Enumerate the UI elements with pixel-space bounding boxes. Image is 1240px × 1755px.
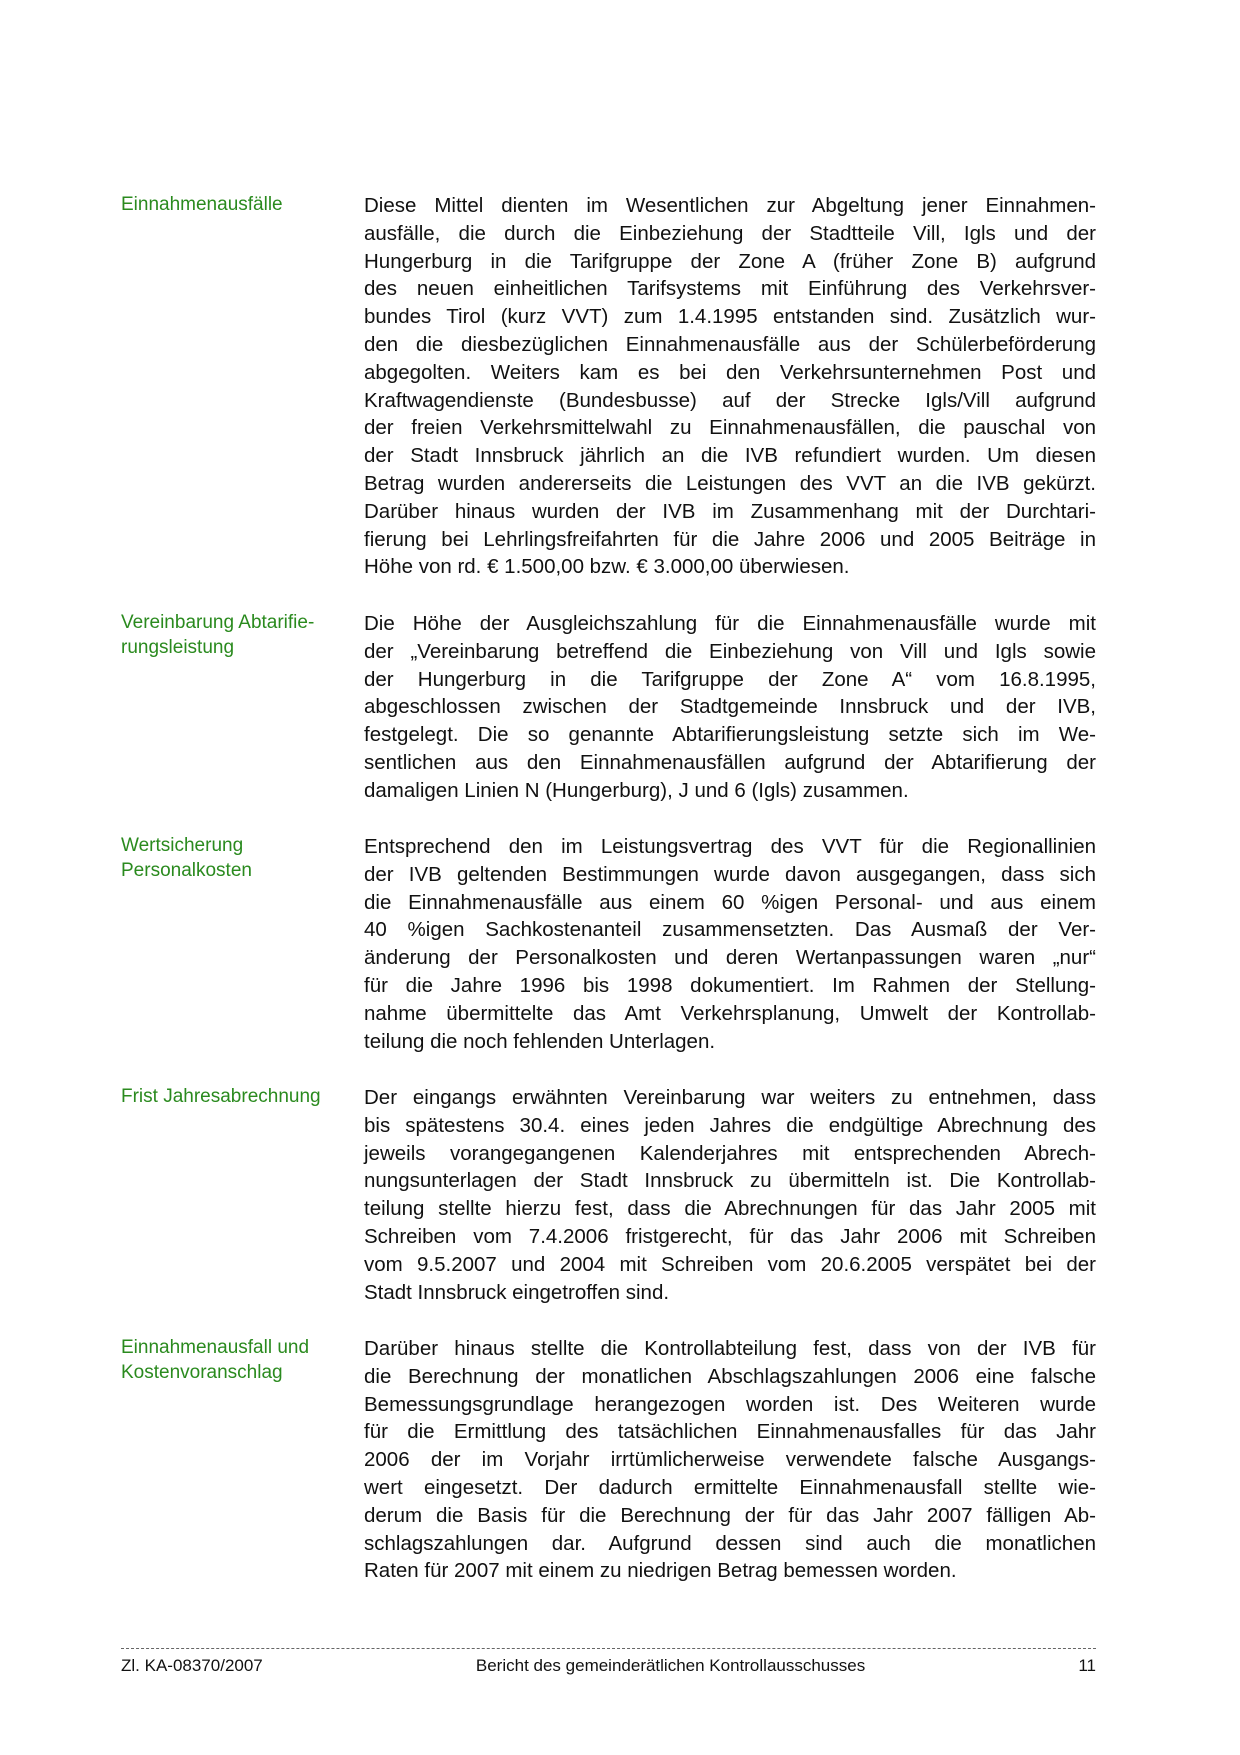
margin-heading-line: Kostenvoranschlag: [121, 1362, 283, 1383]
footer-title: Bericht des gemeinderätlichen Kontrollausschusses: [475, 1656, 866, 1675]
paragraph-line: abgegolten. Weiters kam es bei den Verkehrsunternehmen Post und: [364, 360, 1096, 384]
paragraph-line: nungsunterlagen der Stadt Innsbruck zu übermitteln ist. Die Kontrollab-: [364, 1169, 1096, 1193]
paragraph-line: jeweils vorangegangenen Kalenderjahres mit entsprechenden Abrech-: [364, 1141, 1096, 1165]
paragraph-line: damaligen Linien N (Hungerburg), J und 6 (Igls) zusammen.: [364, 778, 909, 802]
paragraph-line: Höhe von rd. € 1.500,00 bzw. € 3.000,00 überwiesen.: [364, 555, 850, 579]
paragraph-line: fierung bei Lehrlingsfreifahrten für die Jahre 2006 und 2005 Beiträge in: [364, 527, 1096, 551]
paragraph-line: des neuen einheitlichen Tarifsystems mit Einführung des Verkehrsver-: [364, 277, 1096, 301]
paragraph-line: Hungerburg in die Tarifgruppe der Zone A (früher Zone B) aufgrund: [364, 249, 1096, 273]
paragraph-line: nahme übermittelte das Amt Verkehrsplanung, Umwelt der Kontrollab-: [364, 1001, 1096, 1025]
page-number: 11: [1078, 1656, 1096, 1675]
margin-heading-line: Einnahmenausfall und: [121, 1337, 310, 1358]
paragraph-line: die Berechnung der monatlichen Abschlagszahlungen 2006 eine falsche: [364, 1364, 1096, 1388]
paragraph-line: teilung stellte hierzu fest, dass die Abrechnungen für das Jahr 2005 mit: [364, 1197, 1096, 1221]
margin-heading-line: Personalkosten: [121, 860, 252, 881]
footer-divider: [121, 1648, 1096, 1649]
paragraph-line: 2006 der im Vorjahr irrtümlicherweise verwendete falsche Ausgangs-: [364, 1448, 1096, 1472]
paragraph-line: Stadt Innsbruck eingetroffen sind.: [364, 1280, 670, 1304]
margin-heading-line: Einnahmenausfälle: [121, 194, 283, 215]
paragraph: [364, 610, 1096, 805]
paragraph: [364, 833, 1096, 1055]
paragraph-line: der IVB geltenden Bestimmungen wurde davon ausgegangen, dass sich: [364, 862, 1096, 886]
paragraph-line: die Einnahmenausfälle aus einem 60 %igen Personal- und aus einem: [364, 890, 1096, 914]
paragraph-line: Der eingangs erwähnten Vereinbarung war weiters zu entnehmen, dass: [364, 1086, 1096, 1109]
paragraph-line: Die Höhe der Ausgleichszahlung für die Einnahmenausfälle wurde mit: [364, 612, 1096, 635]
footer-reference: Zl. KA-08370/2007: [121, 1656, 263, 1675]
paragraph-line: sentlichen aus den Einnahmenausfällen aufgrund der Abtarifierung der: [364, 750, 1096, 774]
paragraph-line: Diese Mittel dienten im Wesentlichen zur Abgeltung jener Einnahmen-: [364, 194, 1096, 217]
paragraph-line: Bemessungsgrundlage herangezogen worden ist. Des Weiteren wurde: [364, 1392, 1096, 1416]
paragraph-line: bis spätestens 30.4. eines jeden Jahres die endgültige Abrechnung des: [364, 1113, 1096, 1137]
paragraph-line: abgeschlossen zwischen der Stadtgemeinde Innsbruck und der IVB,: [364, 695, 1096, 719]
margin-heading: [121, 1084, 351, 1109]
paragraph-line: Kraftwagendienste (Bundesbusse) auf der Strecke Igls/Vill aufgrund: [364, 388, 1096, 412]
margin-heading: [121, 833, 351, 883]
paragraph-line: Schreiben vom 7.4.2006 fristgerecht, für das Jahr 2006 mit Schreiben: [364, 1224, 1096, 1248]
paragraph-line: ausfälle, die durch die Einbeziehung der Stadtteile Vill, Igls und der: [364, 221, 1096, 245]
margin-heading-line: Frist Jahresabrechnung: [121, 1086, 321, 1107]
paragraph: [364, 192, 1096, 581]
page-footer: [121, 1656, 1096, 1676]
paragraph-line: für die Jahre 1996 bis 1998 dokumentiert. Im Rahmen der Stellung-: [364, 973, 1096, 997]
paragraph-line: bundes Tirol (kurz VVT) zum 1.4.1995 entstanden sind. Zusätzlich wur-: [364, 305, 1096, 329]
paragraph-line: für die Ermittlung des tatsächlichen Einnahmenausfalles für das Jahr: [364, 1420, 1096, 1444]
paragraph-line: Entsprechend den im Leistungsvertrag des VVT für die Regionallinien: [364, 835, 1096, 858]
paragraph: [364, 1084, 1096, 1306]
paragraph-line: änderung der Personalkosten und deren Wertanpassungen waren „nur“: [364, 946, 1096, 970]
paragraph-line: derum die Basis für die Berechnung der für das Jahr 2007 fälligen Ab-: [364, 1503, 1096, 1527]
paragraph-line: 40 %igen Sachkostenanteil zusammensetzten. Das Ausmaß der Ver-: [364, 918, 1096, 942]
margin-heading-line: Vereinbarung Abtarifie-: [121, 612, 315, 633]
paragraph: [364, 1335, 1096, 1585]
margin-heading: [121, 1335, 351, 1385]
paragraph-line: der Stadt Innsbruck jährlich an die IVB refundiert wurden. Um diesen: [364, 444, 1096, 468]
paragraph-line: Darüber hinaus wurden der IVB im Zusammenhang mit der Durchtari-: [364, 499, 1096, 523]
margin-heading-line: Wertsicherung: [121, 835, 244, 856]
paragraph-line: festgelegt. Die so genannte Abtarifierungsleistung setzte sich im We-: [364, 723, 1096, 747]
paragraph-line: der Hungerburg in die Tarifgruppe der Zone A“ vom 16.8.1995,: [364, 667, 1096, 691]
margin-heading: [121, 610, 351, 660]
paragraph-line: der freien Verkehrsmittelwahl zu Einnahmenausfällen, die pauschal von: [364, 416, 1096, 440]
margin-heading: [121, 192, 351, 217]
paragraph-line: vom 9.5.2007 und 2004 mit Schreiben vom 20.6.2005 verspätet bei der: [364, 1252, 1096, 1276]
paragraph-line: Betrag wurden andererseits die Leistungen des VVT an die IVB gekürzt.: [364, 471, 1096, 495]
paragraph-line: Darüber hinaus stellte die Kontrollabteilung fest, dass von der IVB für: [364, 1337, 1096, 1360]
paragraph-line: teilung die noch fehlenden Unterlagen.: [364, 1029, 716, 1053]
paragraph-line: den die diesbezüglichen Einnahmenausfälle aus der Schülerbeförderung: [364, 332, 1096, 356]
paragraph-line: der „Vereinbarung betreffend die Einbeziehung von Vill und Igls sowie: [364, 639, 1096, 663]
paragraph-line: wert eingesetzt. Der dadurch ermittelte Einnahmenausfall stellte wie-: [364, 1475, 1096, 1499]
paragraph-line: Raten für 2007 mit einem zu niedrigen Betrag bemessen worden.: [364, 1559, 957, 1583]
margin-heading-line: rungsleistung: [121, 637, 235, 658]
paragraph-line: schlagszahlungen dar. Aufgrund dessen sind auch die monatlichen: [364, 1531, 1096, 1555]
